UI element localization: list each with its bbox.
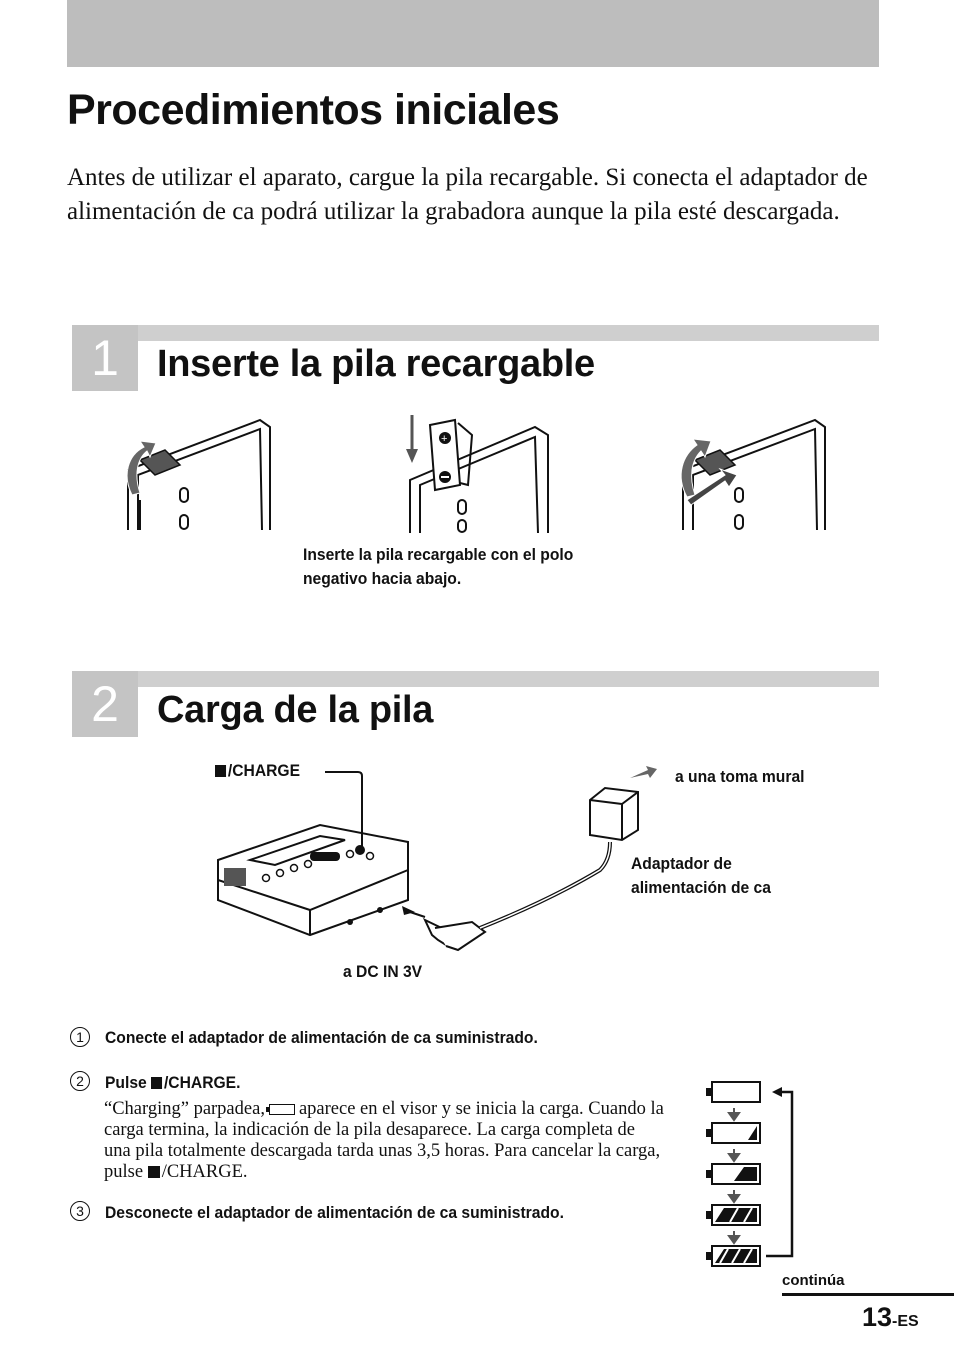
body-part2: aparece en el visor y se inicia la carga. Cuando la carga termina, la indicación de la pila desaparece. La carga completa de una pila totalmente descargada tarda unas 3,5 horas. Para cancelar la carga, pulse bbox=[104, 1099, 664, 1182]
battery-level-3-icon bbox=[706, 1205, 760, 1225]
page-title: Procedimientos iniciales bbox=[67, 86, 560, 134]
step2-title: Carga de la pila bbox=[157, 689, 434, 731]
instruction-3-text: Desconecte el adaptador de alimentación de ca suministrado. bbox=[105, 1203, 564, 1222]
step2-bar bbox=[138, 671, 879, 687]
adapter-label-line1: Adaptador de bbox=[631, 854, 732, 873]
down-arrow-icon bbox=[729, 1149, 739, 1161]
step2-number: 2 bbox=[72, 671, 138, 737]
page-number-suffix: -ES bbox=[892, 1313, 919, 1330]
instruction-2-number: 2 bbox=[70, 1071, 90, 1091]
stop-icon bbox=[151, 1077, 162, 1089]
page-number-value: 13 bbox=[862, 1302, 893, 1332]
instruction-2-suffix: /CHARGE. bbox=[163, 1073, 241, 1092]
body-part1: “Charging” parpadea, bbox=[104, 1099, 265, 1119]
instruction-3-number: 3 bbox=[70, 1201, 90, 1221]
dcin-label: a DC IN 3V bbox=[343, 962, 423, 981]
page-number bbox=[862, 1302, 919, 1333]
intro-paragraph: Antes de utilizar el aparato, cargue la pila recargable. Si conecta el adaptador de alimentación de ca podrá utilizar la grabadora aunque la pila esté descargada. bbox=[67, 164, 868, 225]
charging-setup-illustration bbox=[210, 760, 680, 960]
battery-empty-icon bbox=[269, 1104, 295, 1115]
battery-charge-sequence bbox=[700, 1078, 810, 1273]
step1-title: Inserte la pila recargable bbox=[157, 343, 595, 385]
battery-level-2-icon bbox=[706, 1164, 760, 1184]
down-arrow-icon bbox=[729, 1108, 739, 1120]
stop-icon bbox=[148, 1166, 160, 1178]
stop-icon bbox=[215, 765, 226, 777]
charge-button-label bbox=[215, 761, 300, 781]
instruction-2-prefix: Pulse bbox=[105, 1073, 152, 1092]
cycle-bracket bbox=[766, 1092, 792, 1256]
instruction-1-number: 1 bbox=[70, 1027, 90, 1047]
instruction-1-text: Conecte el adaptador de alimentación de ca suministrado. bbox=[105, 1028, 538, 1047]
adapter-label-line2: alimentación de ca bbox=[631, 878, 771, 897]
step1-bar bbox=[138, 325, 879, 341]
open-lid-illustration bbox=[110, 405, 280, 535]
battery-level-1-icon bbox=[706, 1123, 760, 1143]
body-part3: /CHARGE. bbox=[161, 1162, 248, 1182]
step1-caption: Inserte la pila recargable con el polo negativo hacia abajo. bbox=[303, 545, 574, 588]
header-bar bbox=[67, 0, 879, 67]
battery-level-0-icon bbox=[706, 1082, 760, 1102]
wall-outlet-label: a una toma mural bbox=[675, 767, 805, 786]
instruction-2-text bbox=[105, 1073, 240, 1093]
continues-rule bbox=[782, 1293, 954, 1296]
continues-label: continúa bbox=[782, 1272, 845, 1289]
instruction-2-body bbox=[104, 1099, 664, 1183]
step1-number: 1 bbox=[72, 325, 138, 391]
down-arrow-icon bbox=[729, 1190, 739, 1202]
down-arrow-icon bbox=[729, 1231, 739, 1243]
charge-label-text: /CHARGE bbox=[227, 761, 301, 780]
close-lid-illustration bbox=[665, 405, 835, 535]
insert-battery-illustration bbox=[400, 405, 560, 535]
svg-text:+: + bbox=[441, 433, 448, 445]
battery-level-4-icon bbox=[706, 1246, 760, 1266]
